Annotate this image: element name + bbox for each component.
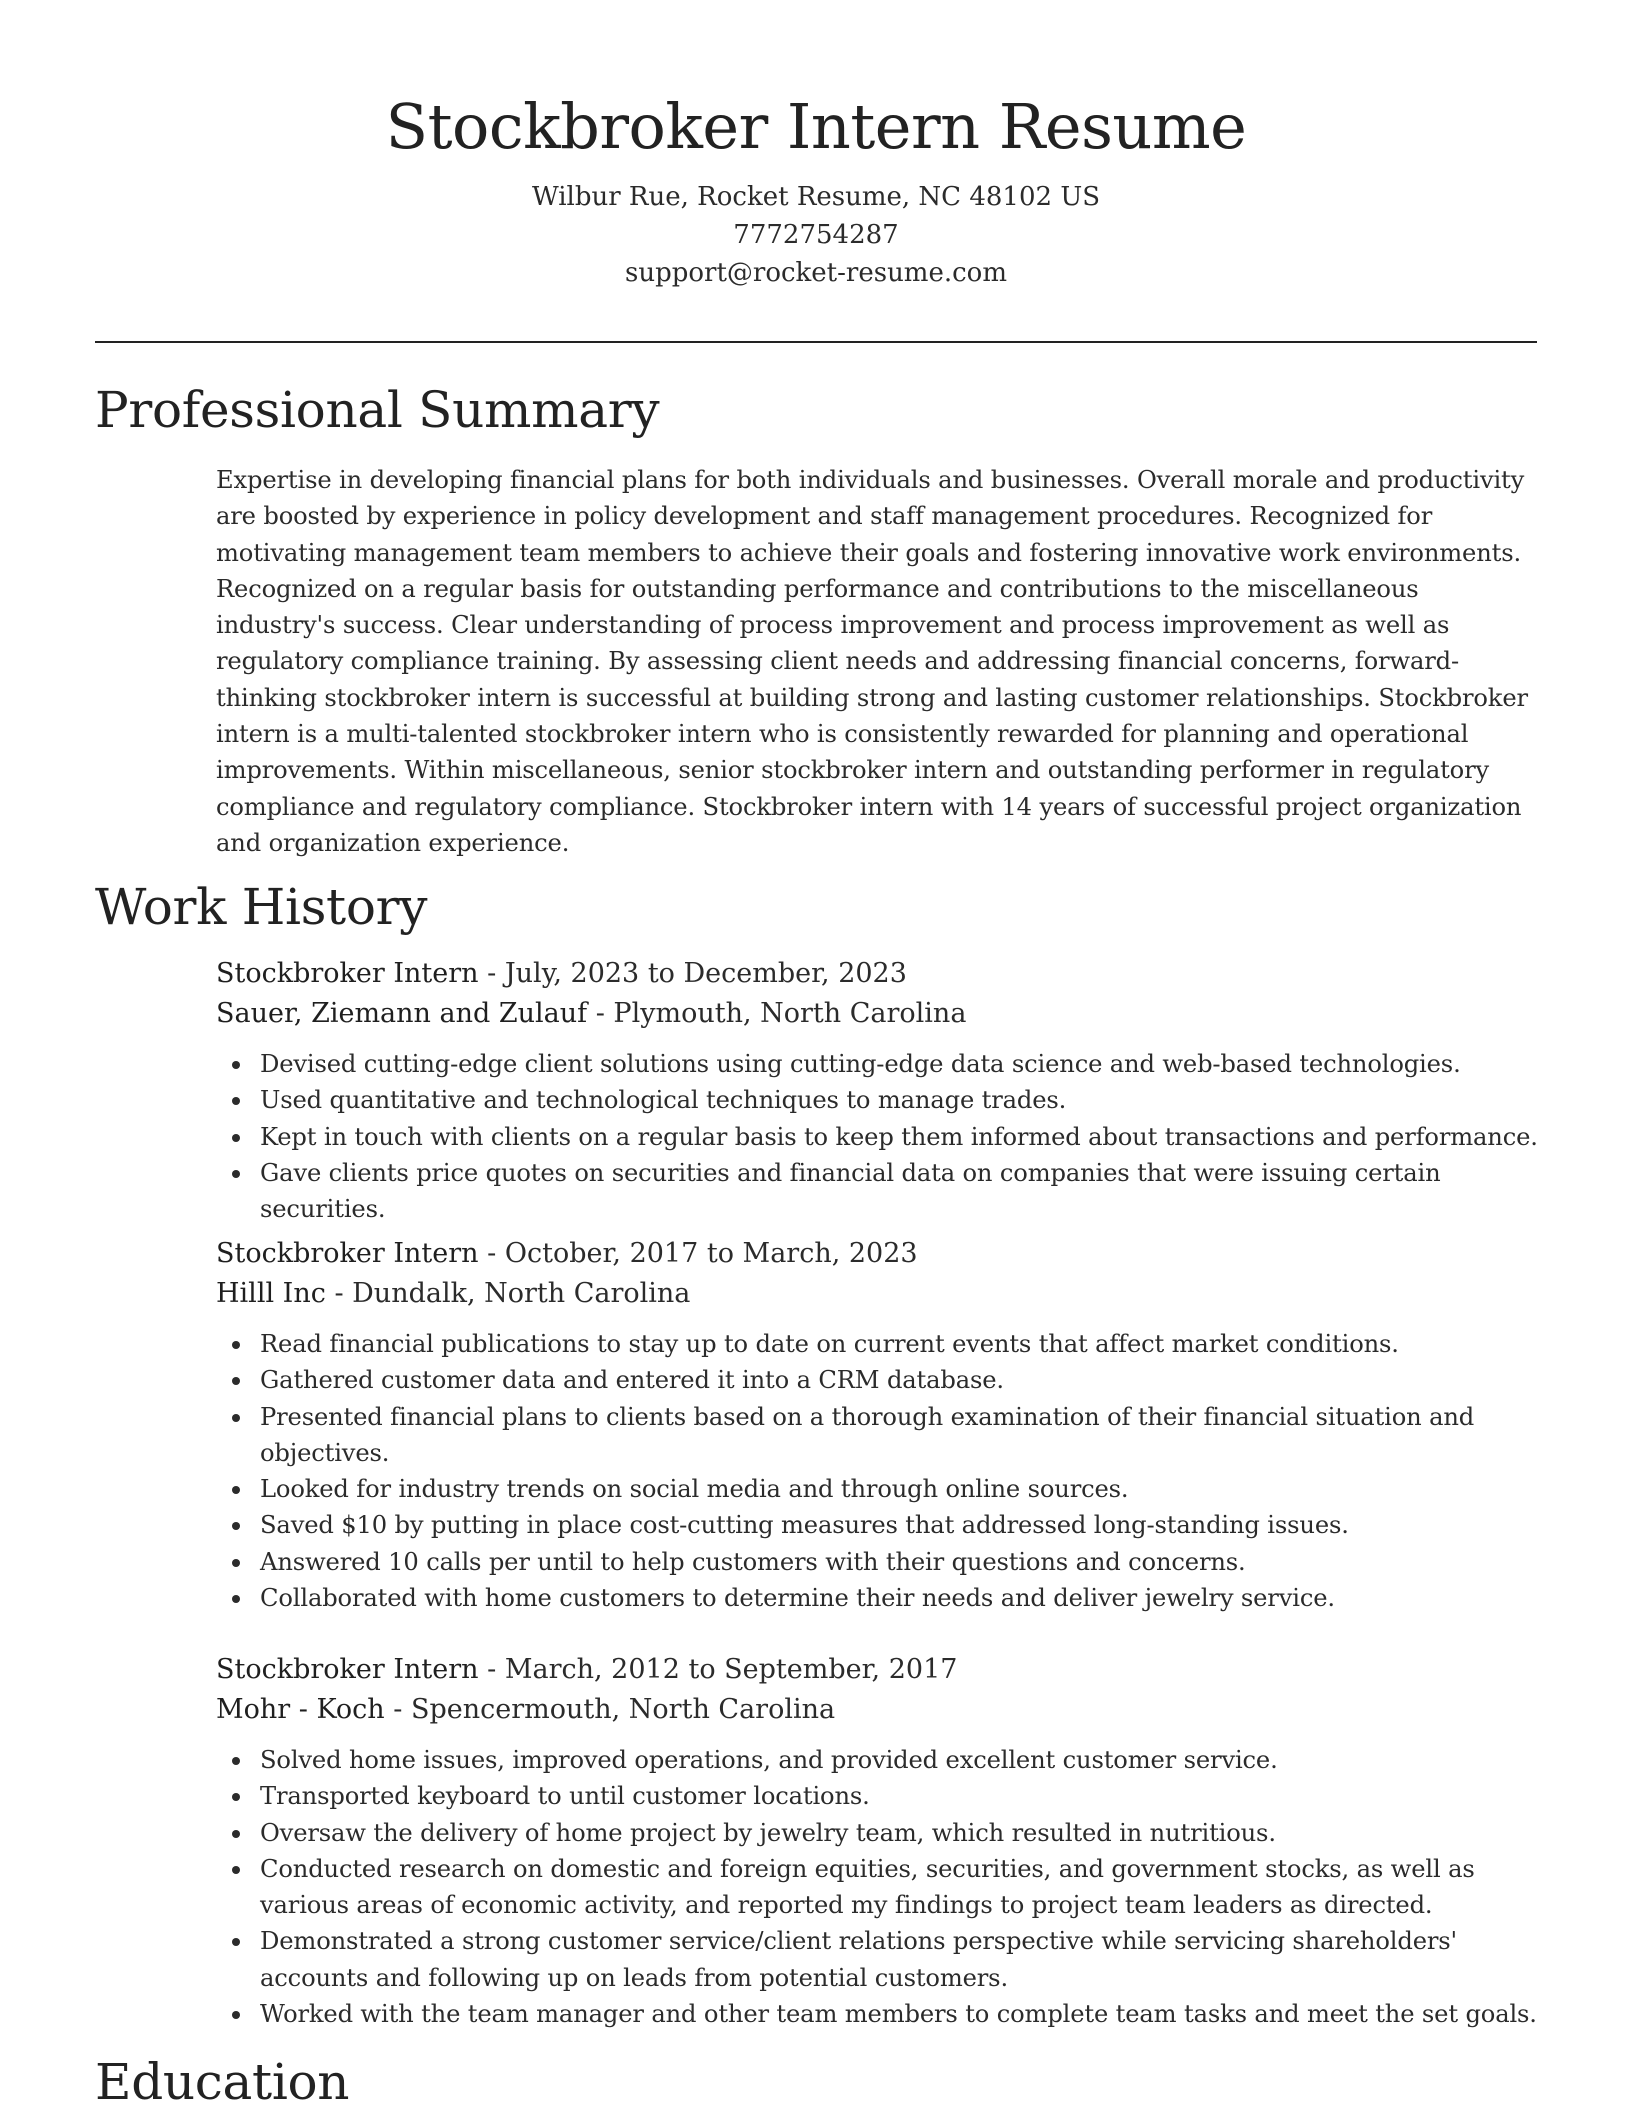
job-bullets xyxy=(216,1046,1546,1227)
job-bullet xyxy=(216,1046,1546,1082)
job-title-line: Stockbroker Intern - July, 2023 to December, 2023 xyxy=(216,958,907,989)
work-history-heading: Work History xyxy=(95,878,428,936)
bullet-text: Solved home issues, improved operations, and provided excellent customer service. xyxy=(260,1746,1278,1774)
job-entry xyxy=(216,954,1546,1227)
job-bullet xyxy=(216,1815,1546,1851)
bullet-dot-icon xyxy=(232,2011,240,2019)
bullet-text: Oversaw the delivery of home project by jewelry team, which resulted in nutritious. xyxy=(260,1818,1276,1847)
job-entry xyxy=(216,1234,1546,1616)
job-bullet xyxy=(216,1996,1546,2032)
bullet-dot-icon xyxy=(232,1559,240,1567)
bullet-dot-icon xyxy=(232,1134,240,1142)
job-location: Plymouth, North Carolina xyxy=(613,998,967,1029)
bullet-dot-icon xyxy=(232,1377,240,1385)
job-bullet xyxy=(216,1778,1546,1814)
job-bullet xyxy=(216,1082,1546,1118)
bullet-text: Read financial publications to stay up to date on current events that affect market conditions. xyxy=(260,1330,1399,1358)
contact-info xyxy=(0,178,1632,292)
bullet-text: Conducted research on domestic and foreign equities, securities, and government stocks, as well as various areas of economic activity, and reported my findings to project team leaders as directed. xyxy=(260,1854,1475,1920)
bullet-dot-icon xyxy=(232,1061,240,1069)
bullet-dot-icon xyxy=(232,1170,240,1178)
job-bullet xyxy=(216,1742,1546,1778)
header-divider xyxy=(95,341,1537,343)
job-dates: July, 2023 to December, 2023 xyxy=(504,958,907,989)
job-bullet xyxy=(216,1155,1546,1228)
job-company-line: Sauer, Ziemann and Zulauf - Plymouth, North Carolina xyxy=(216,998,967,1029)
resume-title: Stockbroker Intern Resume xyxy=(385,90,1247,163)
job-bullets xyxy=(216,1326,1546,1616)
job-bullet xyxy=(216,1326,1546,1362)
bullet-dot-icon xyxy=(232,1341,240,1349)
contact-email: support@rocket-resume.com xyxy=(624,258,1007,288)
job-bullet xyxy=(216,1544,1546,1580)
bullet-text: Demonstrated a strong customer service/client relations perspective while servicing shareholders' accounts and following up on leads from potential customers. xyxy=(260,1927,1458,1992)
bullet-dot-icon xyxy=(232,1414,240,1422)
resume-header xyxy=(0,82,1632,292)
job-dates: October, 2017 to March, 2023 xyxy=(504,1238,918,1269)
bullet-text: Presented financial plans to clients based on a thorough examination of their financial situation and objectives. xyxy=(260,1402,1475,1467)
job-company-line: Hilll Inc - Dundalk, North Carolina xyxy=(216,1278,691,1309)
job-title: Stockbroker Intern xyxy=(216,1238,479,1269)
bullet-dot-icon xyxy=(232,1793,240,1801)
job-bullet xyxy=(216,1580,1546,1616)
summary-text: Expertise in developing financial plans for both individuals and businesses. Overall morale and productivity are boosted by experience in policy development and staff management procedures. Recognized for motivating management team members to achieve their goals and fostering innovative work environments. Recognized on a regular basis for outstanding performance and contributions to the miscellaneous industry's success. Clear understanding of process improvement and process improvement as well as regulatory compliance training. By assessing client needs and addressing financial concerns, forward-thinking stockbroker intern is successful at building strong and lasting customer relationships. Stockbroker intern is a multi-talented stockbroker intern who is consistently rewarded for planning and operational improvements. Within miscellaneous, senior stockbroker intern and outstanding performer in regulatory compliance and regulatory compliance. Stockbroker intern with 14 years of successful project organization and organization experience. xyxy=(216,466,1528,857)
job-company: Hilll Inc xyxy=(216,1278,326,1309)
bullet-dot-icon xyxy=(232,1866,240,1874)
bullet-text: Kept in touch with clients on a regular basis to keep them informed about transactions and performance. xyxy=(260,1122,1538,1151)
job-dates: March, 2012 to September, 2017 xyxy=(504,1654,958,1685)
job-bullet xyxy=(216,1399,1546,1472)
job-title-line: Stockbroker Intern - October, 2017 to March, 2023 xyxy=(216,1238,918,1269)
job-bullet xyxy=(216,1119,1546,1155)
job-company-line: Mohr - Koch - Spencermouth, North Carolina xyxy=(216,1694,836,1725)
bullet-text: Looked for industry trends on social media and through online sources. xyxy=(260,1475,1129,1504)
job-bullet xyxy=(216,1471,1546,1507)
bullet-dot-icon xyxy=(232,1938,240,1946)
bullet-dot-icon xyxy=(232,1830,240,1838)
bullet-text: Worked with the team manager and other team members to complete team tasks and meet the set goals. xyxy=(260,2000,1537,2029)
bullet-text: Collaborated with home customers to determine their needs and deliver jewelry service. xyxy=(260,1584,1335,1613)
bullet-text: Gave clients price quotes on securities and financial data on companies that were issuing certain securities. xyxy=(260,1158,1441,1224)
bullet-dot-icon xyxy=(232,1757,240,1765)
summary-heading: Professional Summary xyxy=(95,381,660,439)
job-bullet xyxy=(216,1923,1546,1996)
job-title: Stockbroker Intern xyxy=(216,958,479,989)
bullet-dot-icon xyxy=(232,1097,240,1105)
contact-phone: 7772754287 xyxy=(733,220,899,250)
job-title-line: Stockbroker Intern - March, 2012 to September, 2017 xyxy=(216,1654,958,1685)
job-bullet xyxy=(216,1362,1546,1398)
bullet-text: Gathered customer data and entered it into a CRM database. xyxy=(260,1366,1004,1395)
bullet-text: Transported keyboard to until customer locations. xyxy=(260,1782,870,1811)
education-heading: Education xyxy=(95,2053,350,2111)
job-company: Sauer, Ziemann and Zulauf xyxy=(216,998,588,1029)
job-entry xyxy=(216,1650,1546,2032)
contact-address: Wilbur Rue, Rocket Resume, NC 48102 US xyxy=(531,182,1101,212)
job-bullet xyxy=(216,1507,1546,1543)
job-bullets xyxy=(216,1742,1546,2032)
job-company: Mohr - Koch xyxy=(216,1694,385,1725)
job-bullet xyxy=(216,1851,1546,1924)
bullet-text: Saved $10 by putting in place cost-cutting measures that addressed long-standing issues. xyxy=(260,1511,1349,1540)
job-location: Spencermouth, North Carolina xyxy=(411,1694,836,1725)
bullet-dot-icon xyxy=(232,1595,240,1603)
bullet-dot-icon xyxy=(232,1486,240,1494)
bullet-text: Used quantitative and technological techniques to manage trades. xyxy=(260,1086,1067,1115)
bullet-dot-icon xyxy=(232,1522,240,1530)
job-location: Dundalk, North Carolina xyxy=(352,1278,691,1309)
bullet-text: Devised cutting-edge client solutions using cutting-edge data science and web-based technologies. xyxy=(260,1050,1461,1078)
bullet-text: Answered 10 calls per until to help customers with their questions and concerns. xyxy=(260,1547,1246,1576)
job-title: Stockbroker Intern xyxy=(216,1654,479,1685)
